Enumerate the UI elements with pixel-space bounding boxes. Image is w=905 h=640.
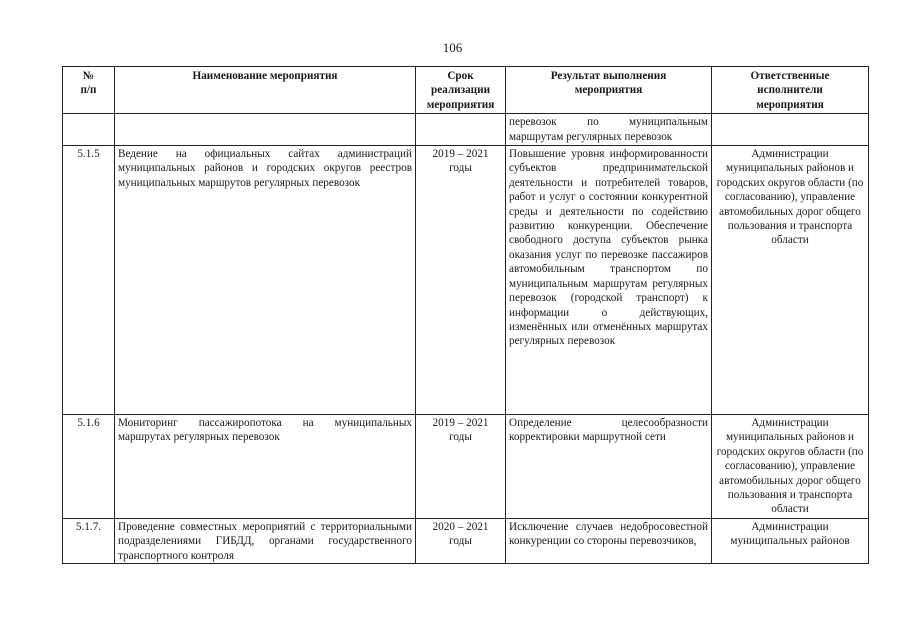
cell-result: Определение целесообразности корректировки маршрутной сети bbox=[506, 415, 712, 519]
cell-term: 2019 – 2021 годы bbox=[416, 415, 506, 519]
cell-responsible: Администрации муниципальных районов и городских округов области (по согласованию), управление автомобильных дорог общего пользования и транспорта области bbox=[712, 146, 869, 415]
header-responsible: Ответственные исполнители мероприятия bbox=[712, 67, 869, 114]
cell-num: 5.1.7. bbox=[63, 518, 115, 563]
table-row bbox=[63, 518, 869, 563]
cell-name: Проведение совместных мероприятий с территориальными подразделениями ГИБДД, органами государственного транспортного контроля bbox=[115, 518, 416, 563]
cell-responsible bbox=[712, 114, 869, 146]
cell-num bbox=[63, 114, 115, 146]
header-name: Наименование мероприятия bbox=[115, 67, 416, 114]
cell-num: 5.1.6 bbox=[63, 415, 115, 519]
header-result: Результат выполнения мероприятия bbox=[506, 67, 712, 114]
page-number: 106 bbox=[442, 40, 463, 55]
cell-name: Ведение на официальных сайтах администраций муниципальных районов и городских округов реестров муниципальных маршрутов регулярных перевозок bbox=[115, 146, 416, 415]
cell-result: Повышение уровня информированности субъектов предпринимательской деятельности и потребителей товаров, работ и услуг о состоянии конкурентной среды и деятельности по содействию развитию конкуренции. Обеспечение свободного доступа субъектов рынка оказания услуг по перевозке пассажиров автомобильным транспортом по муниципальным маршрутам регулярных перевозок (городской транспорт) к информации о действующих, изменённых или отменённых маршрутах регулярных перевозок bbox=[506, 146, 712, 415]
header-term: Срок реализации мероприятия bbox=[416, 67, 506, 114]
header-num: № п/п bbox=[63, 67, 115, 114]
cell-num: 5.1.5 bbox=[63, 146, 115, 415]
table-row bbox=[63, 146, 869, 415]
table-row bbox=[63, 114, 869, 146]
table-row bbox=[63, 415, 869, 519]
cell-term: 2019 – 2021 годы bbox=[416, 146, 506, 415]
cell-result: Исключение случаев недобросовестной конкуренции со стороны перевозчиков, bbox=[506, 518, 712, 563]
measures-table bbox=[62, 66, 869, 564]
cell-name bbox=[115, 114, 416, 146]
cell-term bbox=[416, 114, 506, 146]
cell-result: перевозок по муниципальным маршрутам регулярных перевозок bbox=[506, 114, 712, 146]
cell-name: Мониторинг пассажиропотока на муниципальных маршрутах регулярных перевозок bbox=[115, 415, 416, 519]
cell-responsible: Администрации муниципальных районов и городских округов области (по согласованию), управление автомобильных дорог общего пользования и транспорта области bbox=[712, 415, 869, 519]
cell-responsible: Администрации муниципальных районов bbox=[712, 518, 869, 563]
cell-term: 2020 – 2021 годы bbox=[416, 518, 506, 563]
table-header-row bbox=[63, 67, 869, 114]
